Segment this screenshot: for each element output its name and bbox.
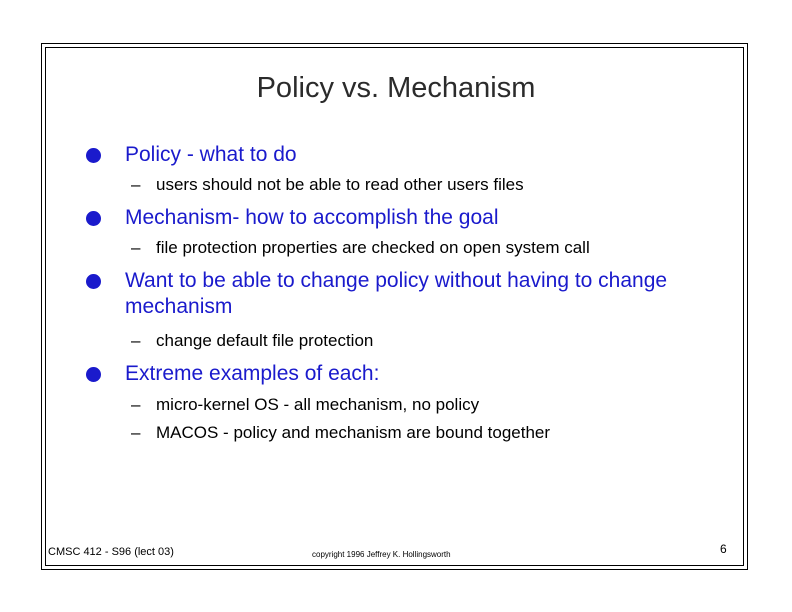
sub-item-2-1 — [131, 237, 590, 259]
page-number: 6 — [720, 542, 727, 556]
sub-item-text: micro-kernel OS - all mechanism, no policy — [156, 395, 480, 414]
dash-icon: – — [131, 423, 141, 442]
sub-item-text: file protection properties are checked on open system call — [156, 238, 590, 257]
bullet-dot-icon — [86, 274, 101, 289]
dash-icon: – — [131, 395, 141, 414]
bullet-dot-icon — [86, 367, 101, 382]
sub-item-text: change default file protection — [156, 331, 374, 350]
sub-item-4-2 — [131, 422, 550, 444]
bullet-item-2: Mechanism- how to accomplish the goal — [125, 206, 499, 229]
sub-item-4-1 — [131, 394, 479, 416]
dash-icon: – — [131, 331, 141, 350]
dash-icon: – — [131, 238, 141, 257]
sub-item-text: users should not be able to read other users files — [156, 175, 524, 194]
bullet-dot-icon — [86, 211, 101, 226]
footer-copyright: copyright 1996 Jeffrey K. Hollingsworth — [312, 550, 451, 559]
sub-item-text: MACOS - policy and mechanism are bound together — [156, 423, 551, 442]
sub-item-1-1 — [131, 174, 524, 196]
footer-course: CMSC 412 - S96 (lect 03) — [48, 546, 174, 558]
bullet-item-4: Extreme examples of each: — [125, 362, 380, 385]
bullet-item-1: Policy - what to do — [125, 143, 297, 166]
slide-title: Policy vs. Mechanism — [256, 72, 536, 104]
bullet-dot-icon — [86, 148, 101, 163]
sub-item-3-1 — [131, 330, 373, 352]
dash-icon: – — [131, 175, 141, 194]
bullet-item-3: Want to be able to change policy without having to change mechanism — [125, 269, 668, 318]
